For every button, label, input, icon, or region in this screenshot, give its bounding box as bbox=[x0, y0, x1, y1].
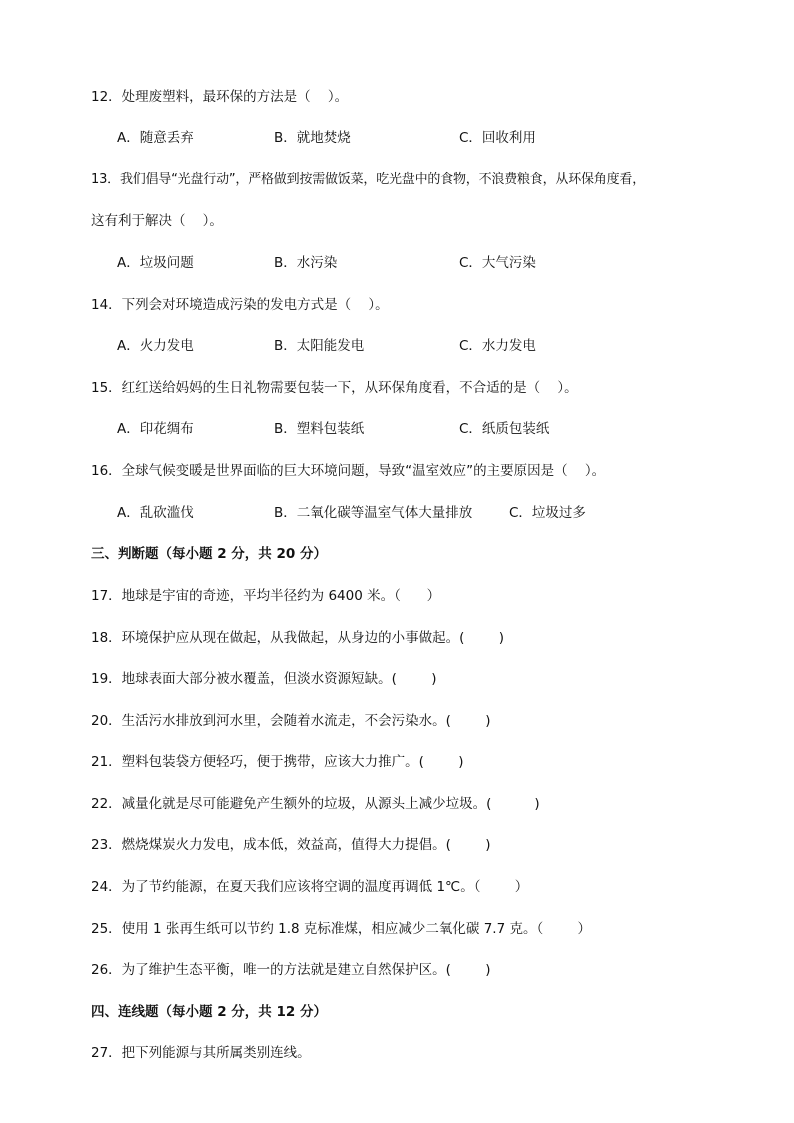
question-15-stem: 15．红红送给妈妈的生日礼物需要包装一下，从环保角度看，不合适的是（ ）。 bbox=[91, 380, 578, 396]
judge-question-25: 25．使用 1 张再生纸可以节约 1.8 克标准煤，相应减少二氧化碳 7.7 克。（ ） bbox=[91, 921, 592, 937]
question-12-option-a: A．随意丢弃 bbox=[117, 130, 194, 146]
question-13-stem-line-1: 13．我们倡导“光盘行动”，严格做到按需做饭菜，吃光盘中的食物，不浪费粮食，从环保角度看， bbox=[91, 172, 646, 187]
question-13-option-c: C．大气污染 bbox=[459, 255, 536, 271]
question-27-stem: 27．把下列能源与其所属类别连线。 bbox=[91, 1045, 311, 1061]
question-14-option-a: A．火力发电 bbox=[117, 338, 194, 354]
judge-question-21: 21．塑料包装袋方便轻巧，便于携带，应该大力推广。( ) bbox=[91, 754, 464, 770]
judge-question-20: 20．生活污水排放到河水里，会随着水流走，不会污染水。( ) bbox=[91, 713, 491, 729]
judge-question-17: 17．地球是宇宙的奇迹，平均半径约为 6400 米。（ ） bbox=[91, 588, 441, 604]
question-16-option-c: C．垃圾过多 bbox=[509, 505, 586, 521]
judge-question-24: 24．为了节约能源，在夏天我们应该将空调的温度再调低 1℃。（ ） bbox=[91, 879, 529, 895]
section-4-title: 四、连线题（每小题 2 分，共 12 分） bbox=[91, 1004, 327, 1020]
question-12-option-b: B．就地焚烧 bbox=[274, 130, 351, 146]
question-14-option-c: C．水力发电 bbox=[459, 338, 536, 354]
section-3-title: 三、判断题（每小题 2 分，共 20 分） bbox=[91, 546, 327, 562]
question-14-stem: 14．下列会对环境造成污染的发电方式是（ ）。 bbox=[91, 297, 389, 313]
question-13-option-a: A．垃圾问题 bbox=[117, 255, 194, 271]
judge-question-26: 26．为了维护生态平衡，唯一的方法就是建立自然保护区。( ) bbox=[91, 962, 491, 978]
question-16-option-a: A．乱砍滥伐 bbox=[117, 505, 194, 521]
question-15-option-b: B．塑料包装纸 bbox=[274, 421, 365, 437]
question-13-option-b: B．水污染 bbox=[274, 255, 338, 271]
judge-question-18: 18．环境保护应从现在做起，从我做起，从身边的小事做起。( ) bbox=[91, 630, 505, 646]
question-13-stem-line-2: 这有利于解决（ ）。 bbox=[91, 213, 223, 229]
question-16-option-b: B．二氧化碳等温室气体大量排放 bbox=[274, 505, 473, 521]
question-14-option-b: B．太阳能发电 bbox=[274, 338, 365, 354]
question-15-option-a: A．印花绸布 bbox=[117, 421, 194, 437]
question-16-stem: 16．全球气候变暖是世界面临的巨大环境问题，导致“温室效应”的主要原因是（ ）。 bbox=[91, 463, 606, 479]
judge-question-22: 22．减量化就是尽可能避免产生额外的垃圾，从源头上减少垃圾。( ) bbox=[91, 796, 540, 812]
judge-question-23: 23．燃烧煤炭火力发电，成本低，效益高，值得大力提倡。( ) bbox=[91, 837, 491, 853]
judge-question-19: 19．地球表面大部分被水覆盖，但淡水资源短缺。( ) bbox=[91, 671, 437, 687]
question-12-option-c: C．回收利用 bbox=[459, 130, 536, 146]
question-12-stem: 12．处理废塑料，最环保的方法是（ ）。 bbox=[91, 89, 349, 105]
question-15-option-c: C．纸质包装纸 bbox=[459, 421, 550, 437]
